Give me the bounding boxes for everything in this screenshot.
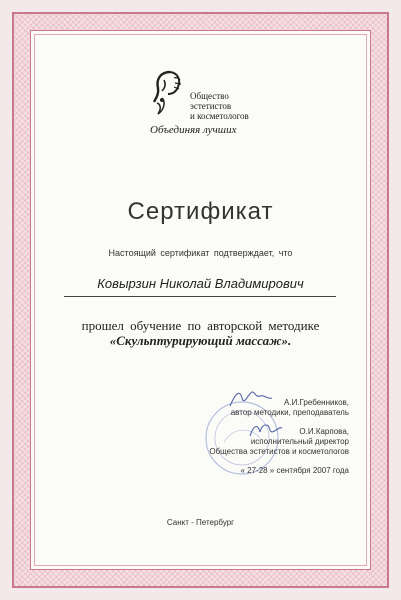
signatory-name: О.И.Карпова, bbox=[299, 427, 349, 436]
course-title: «Скульптурирующий массаж». bbox=[109, 333, 292, 348]
society-slogan: Объединяя лучших bbox=[150, 124, 237, 136]
signatory-role: автор методики, преподаватель bbox=[230, 408, 349, 417]
society-name-line: эстетистов bbox=[190, 101, 232, 111]
society-name-line: и косметологов bbox=[190, 111, 249, 121]
society-name bbox=[190, 91, 300, 121]
signatory-grebennikov bbox=[231, 398, 349, 418]
society-name-line: Общество bbox=[190, 91, 229, 101]
society-logo-icon bbox=[148, 68, 192, 120]
signatory-name: А.И.Гребенников, bbox=[284, 398, 349, 407]
signatory-karpova bbox=[209, 427, 349, 457]
certificate-title: Сертификат bbox=[127, 198, 274, 225]
signatory-role: исполнительный директор bbox=[250, 437, 349, 446]
confirmation-text: Настоящий сертификат подтверждает, что bbox=[108, 248, 293, 258]
signatory-role: Общества эстетистов и косметологов bbox=[209, 447, 349, 456]
recipient-name: Ковырзин Николай Владимирович bbox=[97, 276, 304, 291]
course-dates: « 27-28 » сентября 2007 года bbox=[240, 466, 349, 475]
course-description: прошел обучение по авторской методике bbox=[81, 318, 320, 333]
city: Санкт - Петербург bbox=[166, 518, 235, 527]
recipient-underline bbox=[64, 296, 336, 297]
